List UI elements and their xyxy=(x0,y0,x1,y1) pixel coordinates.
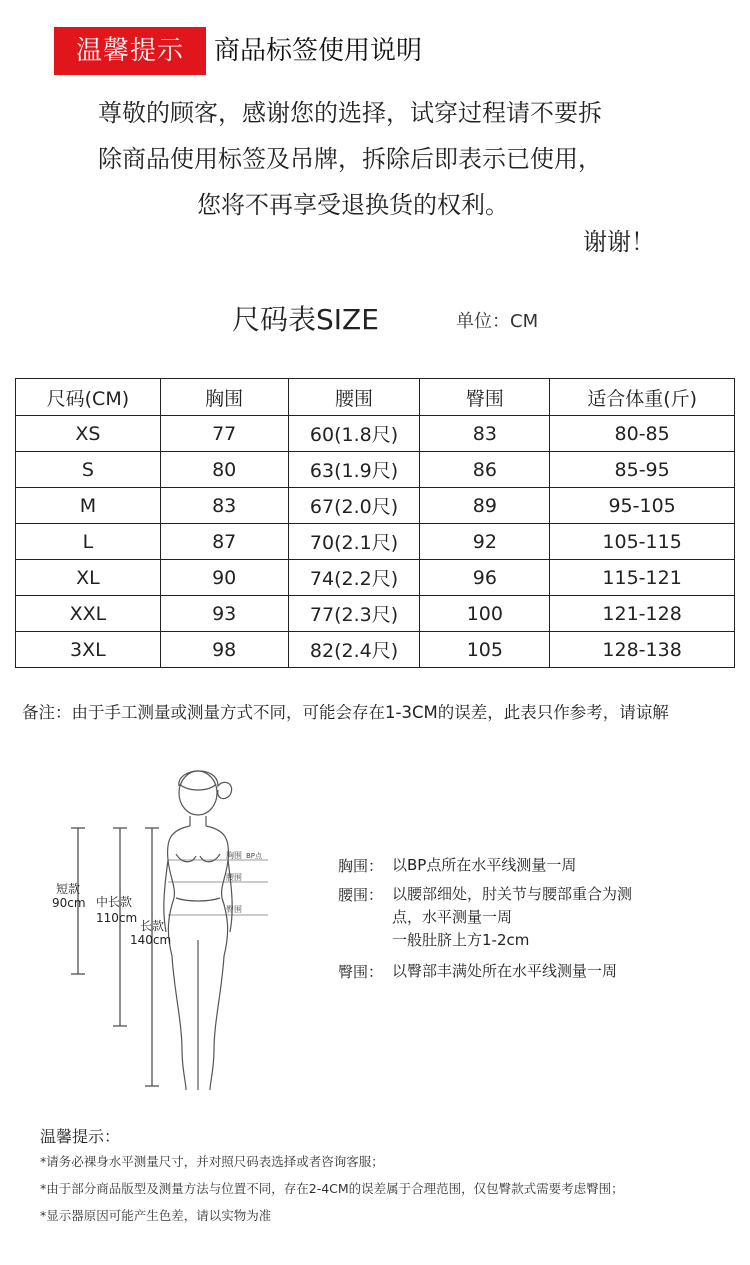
measurement-lines xyxy=(168,860,268,915)
cell-waist: 67(2.0尺) xyxy=(288,488,420,524)
cell-waist: 74(2.2尺) xyxy=(288,560,420,596)
cell-size: 3XL xyxy=(16,632,161,668)
measure-waist-text-1: 以腰部细处，肘关节与腰部重合为测 xyxy=(392,885,633,903)
notice-line-2: 除商品使用标签及吊牌，拆除后即表示已使用， xyxy=(98,145,602,173)
cell-size: XS xyxy=(16,416,161,452)
label-long: 长款 xyxy=(140,919,165,933)
label-mid-value: 110cm xyxy=(96,911,138,925)
cell-waist: 77(2.3尺) xyxy=(288,596,420,632)
cell-hip: 86 xyxy=(420,452,550,488)
cell-waist: 70(2.1尺) xyxy=(288,524,420,560)
cell-chest: 93 xyxy=(160,596,288,632)
cell-waist: 82(2.4尺) xyxy=(288,632,420,668)
label-waist: 腰围 xyxy=(226,873,242,882)
notice-badge: 温馨提示 xyxy=(54,27,206,75)
size-chart-title: 尺码表SIZE xyxy=(232,303,379,336)
measure-waist-text-2: 点，水平测量一周 xyxy=(392,908,513,926)
label-hip: 臀围 xyxy=(226,905,242,914)
tip-item: *由于部分商品版型及测量方法与位置不同，存在2-4CM的误差属于合理范围，仅包臀款式需要考虑臀围； xyxy=(40,1181,624,1196)
tip-item: *显示器原因可能产生色差，请以实物为准 xyxy=(40,1208,272,1223)
header-weight: 适合体重(斤) xyxy=(550,379,735,416)
cell-size: S xyxy=(16,452,161,488)
size-table xyxy=(15,378,735,668)
cell-chest: 98 xyxy=(160,632,288,668)
female-figure-icon xyxy=(164,771,232,1090)
tips-title: 温馨提示： xyxy=(40,1127,121,1146)
label-chest: 胸围 xyxy=(226,851,242,860)
cell-hip: 92 xyxy=(420,524,550,560)
cell-chest: 90 xyxy=(160,560,288,596)
table-row xyxy=(16,632,735,668)
label-short: 短款 xyxy=(56,882,81,896)
header-size: 尺码(CM) xyxy=(16,379,161,416)
cell-waist: 63(1.9尺) xyxy=(288,452,420,488)
cell-weight: 115-121 xyxy=(550,560,735,596)
notice-line-1: 尊敬的顾客，感谢您的选择，试穿过程请不要拆 xyxy=(98,99,602,127)
label-long-value: 140cm xyxy=(130,933,172,947)
measure-hip-label: 臀围： xyxy=(338,963,384,981)
cell-chest: 77 xyxy=(160,416,288,452)
cell-hip: 105 xyxy=(420,632,550,668)
notice-line-3: 您将不再享受退换货的权利。 xyxy=(197,191,509,219)
cell-hip: 100 xyxy=(420,596,550,632)
table-row xyxy=(16,488,735,524)
measure-waist-text-3: 一般肚脐上方1-2cm xyxy=(392,931,530,949)
cell-size: XXL xyxy=(16,596,161,632)
label-bp: BP点 xyxy=(246,852,263,860)
header-hip: 臀围 xyxy=(420,379,550,416)
cell-hip: 89 xyxy=(420,488,550,524)
cell-weight: 80-85 xyxy=(550,416,735,452)
length-rulers xyxy=(71,828,159,1086)
table-row xyxy=(16,416,735,452)
header-chest: 胸围 xyxy=(160,379,288,416)
cell-chest: 83 xyxy=(160,488,288,524)
header-waist: 腰围 xyxy=(288,379,420,416)
label-short-value: 90cm xyxy=(52,896,86,910)
body-figure xyxy=(40,760,340,1100)
cell-hip: 83 xyxy=(420,416,550,452)
cell-chest: 80 xyxy=(160,452,288,488)
tip-item: *请务必裸身水平测量尺寸，并对照尺码表选择或者咨询客服； xyxy=(40,1154,384,1169)
cell-size: XL xyxy=(16,560,161,596)
measure-waist-label: 腰围： xyxy=(338,886,384,904)
cell-chest: 87 xyxy=(160,524,288,560)
cell-hip: 96 xyxy=(420,560,550,596)
cell-weight: 95-105 xyxy=(550,488,735,524)
cell-weight: 121-128 xyxy=(550,596,735,632)
cell-size: L xyxy=(16,524,161,560)
cell-weight: 85-95 xyxy=(550,452,735,488)
table-row xyxy=(16,452,735,488)
measure-chest-label: 胸围： xyxy=(338,857,384,875)
notice-title: 商品标签使用说明 xyxy=(214,36,423,66)
cell-weight: 128-138 xyxy=(550,632,735,668)
table-header-row xyxy=(16,379,735,416)
cell-waist: 60(1.8尺) xyxy=(288,416,420,452)
unit-label: 单位：CM xyxy=(456,311,539,332)
notice-thanks: 谢谢！ xyxy=(583,228,655,256)
cell-size: M xyxy=(16,488,161,524)
table-row xyxy=(16,560,735,596)
measure-hip-text: 以臀部丰满处所在水平线测量一周 xyxy=(392,962,618,980)
label-mid: 中长款 xyxy=(96,895,133,909)
body-figure-illustration xyxy=(40,760,340,1100)
remark-text: 备注：由于手工测量或测量方式不同，可能会存在1-3CM的误差，此表只作参考，请谅解 xyxy=(22,703,669,722)
measure-chest-text: 以BP点所在水平线测量一周 xyxy=(392,856,577,874)
table-row xyxy=(16,524,735,560)
cell-weight: 105-115 xyxy=(550,524,735,560)
table-row xyxy=(16,596,735,632)
